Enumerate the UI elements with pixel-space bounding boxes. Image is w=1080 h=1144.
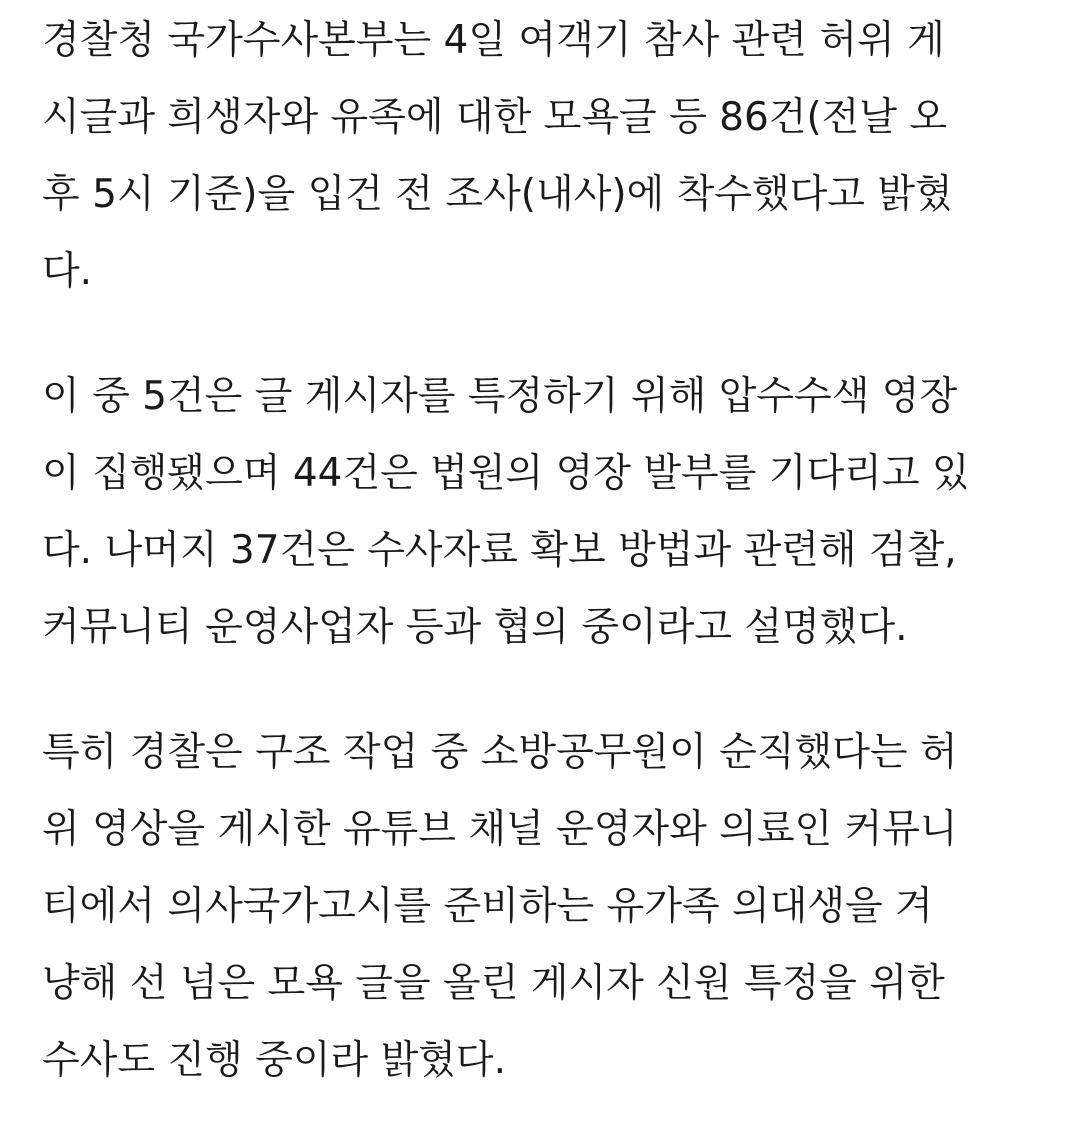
paragraph-1 bbox=[42, 2, 953, 310]
paragraph-line: 커뮤니티 운영사업자 등과 협의 중이라고 설명했다. bbox=[42, 605, 908, 650]
paragraph-2 bbox=[42, 358, 970, 666]
paragraph-line: 다. bbox=[42, 249, 93, 294]
paragraph-line: 다. 나머지 37건은 수사자료 확보 방법과 관련해 검찰, bbox=[42, 528, 957, 573]
paragraph-line: 시글과 희생자와 유족에 대한 모욕글 등 86건(전날 오 bbox=[42, 95, 948, 140]
paragraph-line: 이 집행됐으며 44건은 법원의 영장 발부를 기다리고 있 bbox=[42, 451, 970, 496]
paragraph-line: 후 5시 기준)을 입건 전 조사(내사)에 착수했다고 밝혔 bbox=[42, 172, 953, 217]
paragraph-3 bbox=[42, 714, 958, 1099]
paragraph-line: 냥해 선 넘은 모욕 글을 올린 게시자 신원 특정을 위한 bbox=[42, 961, 945, 1006]
paragraph-line: 특히 경찰은 구조 작업 중 소방공무원이 순직했다는 허 bbox=[42, 730, 958, 775]
paragraph-line: 이 중 5건은 글 게시자를 특정하기 위해 압수수색 영장 bbox=[42, 374, 958, 419]
paragraph-line: 수사도 진행 중이라 밝혔다. bbox=[42, 1038, 507, 1083]
paragraph-line: 경찰청 국가수사본부는 4일 여객기 참사 관련 허위 게 bbox=[42, 18, 945, 63]
paragraph-line: 티에서 의사국가고시를 준비하는 유가족 의대생을 겨 bbox=[42, 884, 933, 929]
paragraph-line: 위 영상을 게시한 유튜브 채널 운영자와 의료인 커뮤니 bbox=[42, 807, 958, 852]
